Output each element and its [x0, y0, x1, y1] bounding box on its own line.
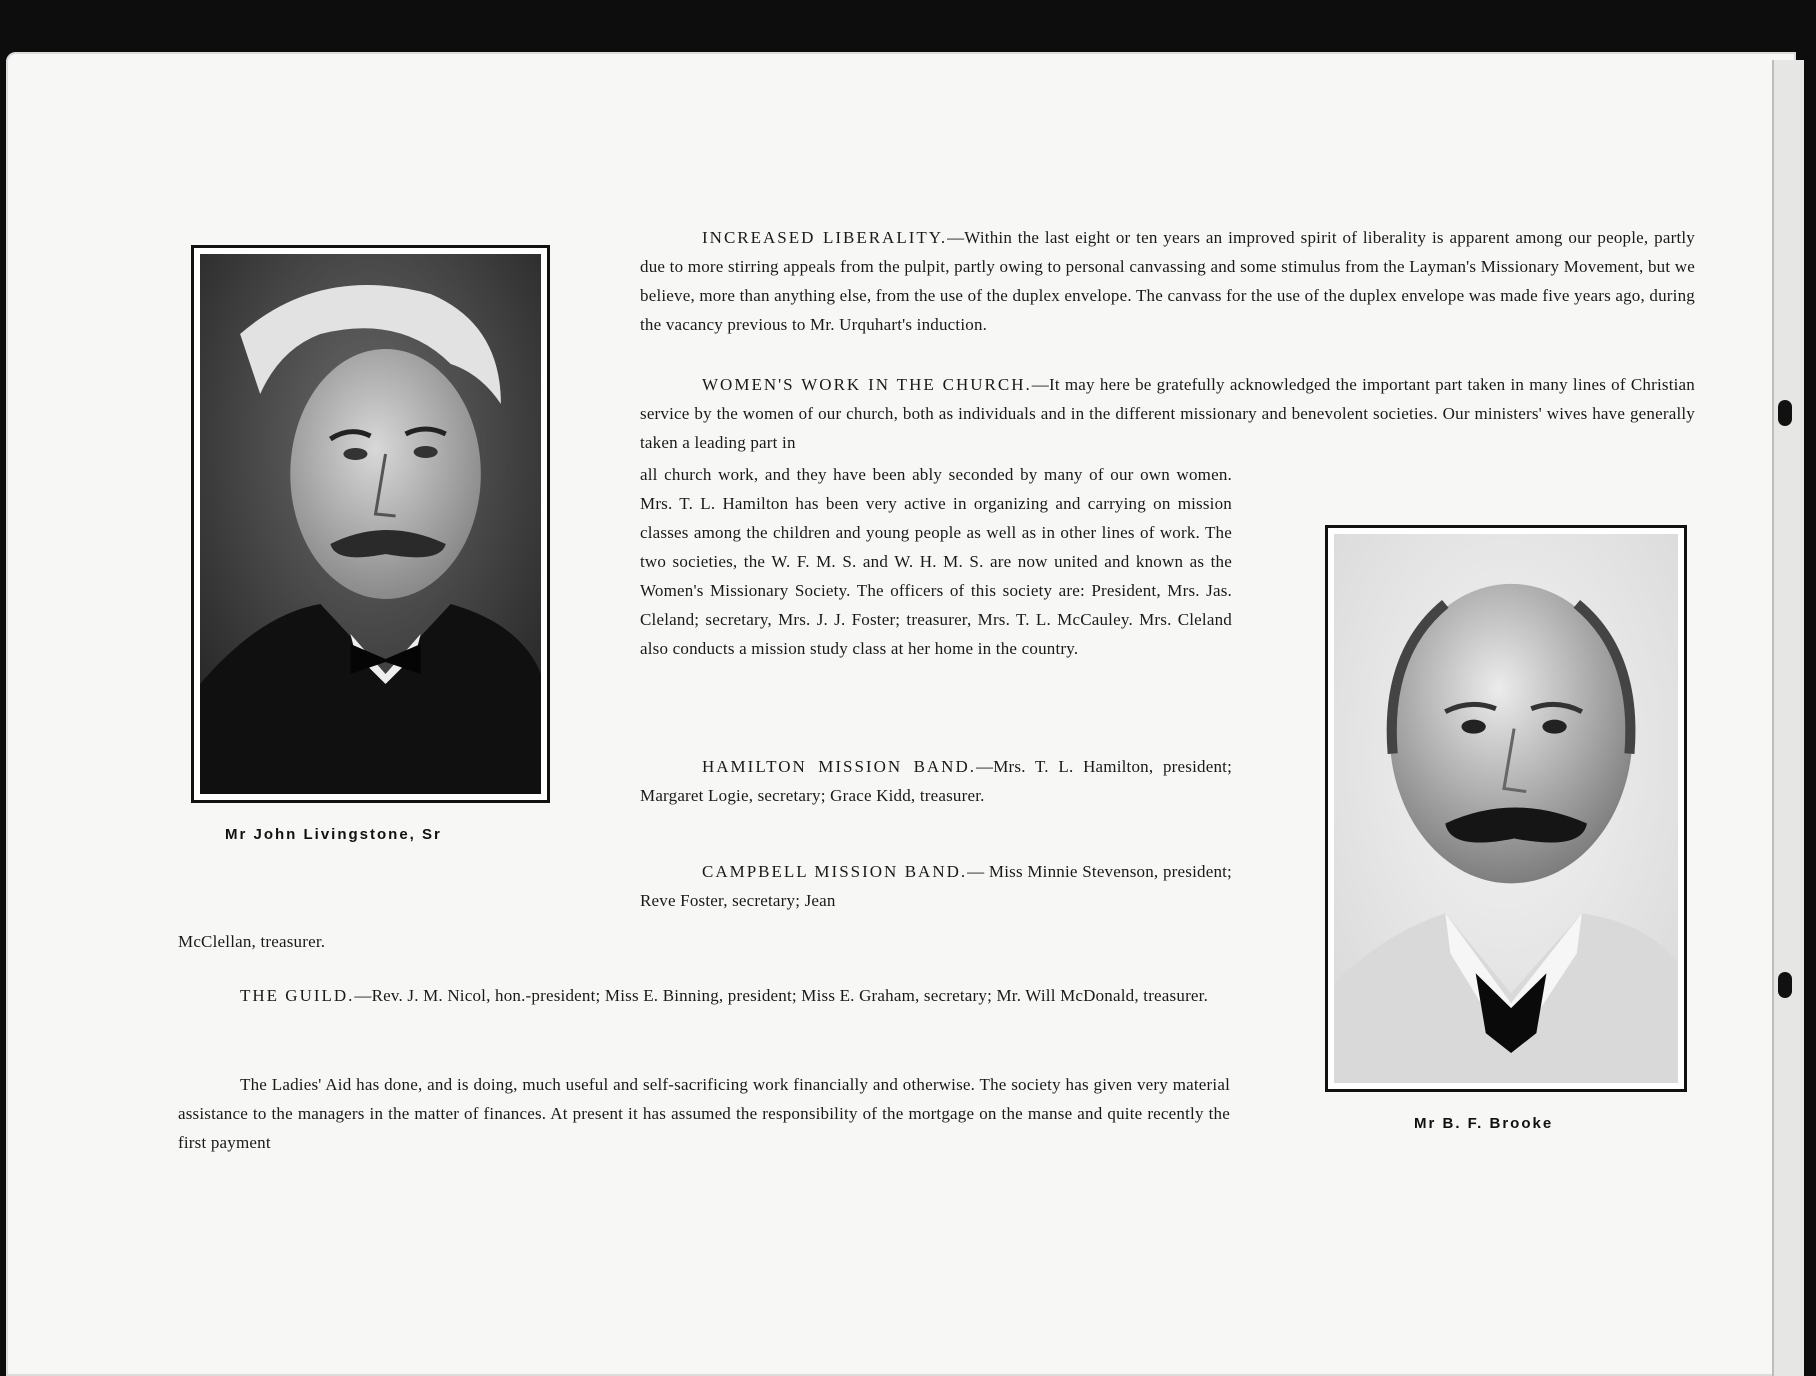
paragraph-womens-work-continued: all church work, and they have been ably seconded by many of our own women. Mrs. T. L. Hamilton has been very active in organizing and carrying on mission classes among the children and young people as well as in other lines of work. The two societies, the W. F. M. S. and W. H. M. S. are now united and known as the Women's Missionary Society. The officers of this society are: President, Mrs. Jas. Cleland; secretary, Mrs. J. J. Foster; treasurer, Mrs. T. L. McCauley. Mrs. Cleland also conducts a mission study class at her home in the country. [640, 465, 1232, 658]
paragraph-campbell-mission-band [640, 857, 1232, 915]
paragraph-ladies-aid: The Ladies' Aid has done, and is doing, much useful and self-sacrificing work financially and otherwise. The society has given very material assistance to the managers in the matter of finances. At present it has assumed the responsibility of the mortgage on the manse and quite recently the first payment [178, 1075, 1230, 1152]
portrait-livingstone-image [200, 254, 541, 794]
paragraph-womens-work [640, 370, 1695, 457]
binding-hole [1778, 400, 1792, 426]
heading-hamilton-mission-band: HAMILTON MISSION BAND. [702, 757, 976, 776]
portrait-brooke [1325, 525, 1687, 1092]
paragraph-hamilton-mission-band [640, 752, 1232, 810]
text-the-guild: —Rev. J. M. Nicol, hon.-president; Miss E. Binning, president; Miss E. Graham, secretary; Mr. Will McDonald, treasurer. [354, 986, 1209, 1005]
text-increased-liberality: —Within the last eight or ten years an improved spirit of liberality is apparent among our people, partly due to more stirring appeals from the pulpit, partly owing to personal canvassing and some stimulus from the Layman's Missionary Movement, but we believe, more than anything else, from the use of the duplex envelope. The canvass for the use of the duplex envelope was made five years ago, during the vacancy previous to Mr. Urquhart's induction. [640, 228, 1695, 334]
heading-increased-liberality: INCREASED LIBERALITY. [702, 228, 948, 247]
heading-womens-work: WOMEN'S WORK IN THE CHURCH. [702, 375, 1032, 394]
portrait-livingstone [191, 245, 550, 803]
paragraph-increased-liberality [640, 223, 1695, 339]
heading-the-guild: THE GUILD. [240, 986, 355, 1005]
next-page-edge [1772, 60, 1804, 1376]
text-campbell-mission-band-tail: McClellan, treasurer. [178, 932, 326, 951]
heading-campbell-mission-band: CAMPBELL MISSION BAND. [702, 862, 968, 881]
paragraph-the-guild [178, 981, 1230, 1010]
text-hamilton-mission-band: —Mrs. T. L. Hamilton, president; Margaret Logie, secretary; Grace Kidd, treasurer. [640, 757, 1233, 805]
binding-hole [1778, 972, 1792, 998]
text-womens-work: —It may here be gratefully acknowledged the important part taken in many lines of Christian service by the women of our church, both as individuals and in the different missionary and benevolent societies. Our ministers' wives have generally taken a leading part in [640, 375, 1695, 452]
caption-brooke: Mr B. F. Brooke [1414, 1115, 1554, 1132]
caption-livingstone: Mr John Livingstone, Sr [225, 826, 442, 843]
portrait-brooke-image [1334, 534, 1678, 1083]
text-campbell-mission-band: — Miss Minnie Stevenson, president; Reve Foster, secretary; Jean [640, 862, 1232, 910]
